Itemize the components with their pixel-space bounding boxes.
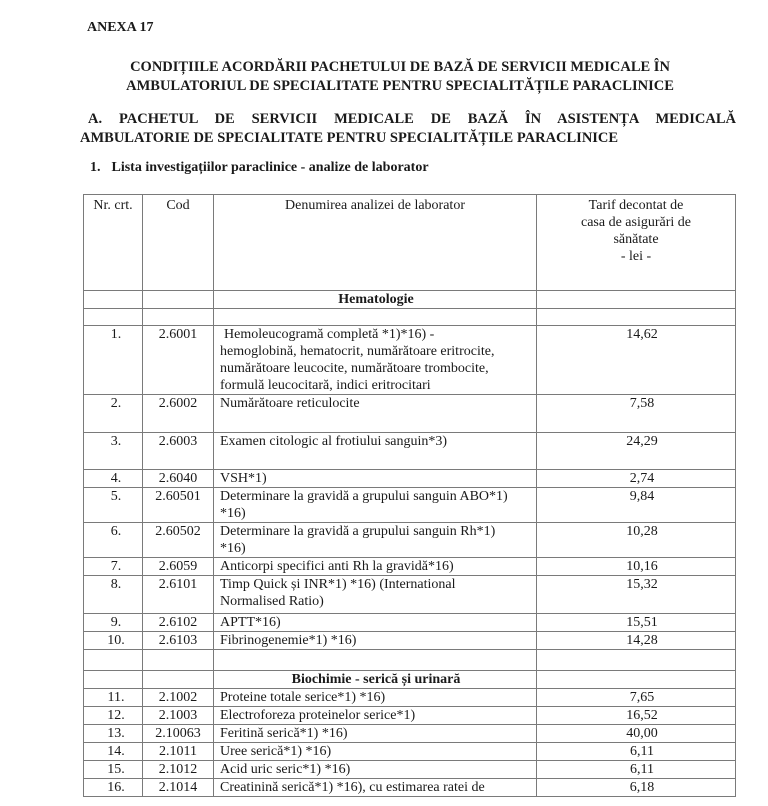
- table-row: [84, 632, 736, 650]
- row-nr: 1.: [84, 326, 143, 395]
- row-nr: 9.: [84, 614, 143, 632]
- header-cod: Cod: [143, 195, 214, 291]
- row-denumire-line: Determinare la gravidă a grupului sanguin ABO*1): [220, 489, 508, 504]
- row-tarif: 9,84: [537, 488, 736, 523]
- row-nr: 6.: [84, 523, 143, 558]
- row-denumire-line: *16): [220, 506, 246, 521]
- row-denumire-line: Hemoleucogramă completă *1)*16) -: [224, 327, 435, 342]
- row-nr: 7.: [84, 558, 143, 576]
- section-a-line: AMBULATORIE DE SPECIALITATE PENTRU SPECIALITĂȚILE PARACLINICE: [80, 130, 619, 146]
- row-nr: 13.: [84, 725, 143, 743]
- table-row: [84, 761, 736, 779]
- row-denumire-line: Electroforeza proteinelor serice*1): [220, 708, 416, 723]
- row-denumire: [214, 488, 537, 523]
- row-denumire-line: Anticorpi specifici anti Rh la gravidă*16): [220, 559, 454, 574]
- row-cod: 2.6103: [143, 632, 214, 650]
- table-row: [84, 689, 736, 707]
- table-row: [84, 395, 736, 433]
- row-denumire: [214, 326, 537, 395]
- header-denumire: Denumirea analizei de laborator: [214, 195, 537, 291]
- row-cod: 2.6101: [143, 576, 214, 614]
- row-tarif: 10,28: [537, 523, 736, 558]
- row-cod: 2.1002: [143, 689, 214, 707]
- row-tarif: 7,58: [537, 395, 736, 433]
- annex-label: ANEXA 17: [87, 20, 154, 35]
- row-denumire-line: Determinare la gravidă a grupului sanguin Rh*1): [220, 524, 496, 539]
- section-title: Biochimie - serică și urinară: [214, 671, 537, 689]
- row-cod: 2.1012: [143, 761, 214, 779]
- row-denumire-line: Fibrinogenemie*1) *16): [220, 633, 357, 648]
- section-a-line: A. PACHETUL DE SERVICII MEDICALE DE BAZĂ ÎN ASISTENȚA MEDICALĂ: [88, 111, 736, 127]
- table-row: [84, 725, 736, 743]
- row-cod: 2.1003: [143, 707, 214, 725]
- document-title: [60, 58, 740, 96]
- row-denumire-line: Proteine totale serice*1) *16): [220, 690, 386, 705]
- row-denumire: [214, 470, 537, 488]
- row-denumire: [214, 632, 537, 650]
- row-cod: 2.6002: [143, 395, 214, 433]
- row-nr: 2.: [84, 395, 143, 433]
- row-denumire-line: Examen citologic al frotiului sanguin*3): [220, 434, 448, 449]
- empty-row: [84, 309, 736, 326]
- row-denumire: [214, 761, 537, 779]
- row-tarif: 15,32: [537, 576, 736, 614]
- row-denumire: [214, 779, 537, 797]
- row-cod: 2.60502: [143, 523, 214, 558]
- row-tarif: 40,00: [537, 725, 736, 743]
- title-line: AMBULATORIUL DE SPECIALITATE PENTRU SPECIALITĂȚILE PARACLINICE: [126, 78, 674, 94]
- row-denumire: [214, 614, 537, 632]
- row-cod: 2.1011: [143, 743, 214, 761]
- header-tarif-line: - lei -: [620, 249, 652, 264]
- row-nr: 14.: [84, 743, 143, 761]
- section-row-biochimie: [84, 671, 736, 689]
- row-cod: 2.6040: [143, 470, 214, 488]
- table-row: [84, 576, 736, 614]
- row-cod: 2.6102: [143, 614, 214, 632]
- table-row: [84, 326, 736, 395]
- row-denumire-line: hemoglobină, hematocrit, numărătoare eritrocite,: [220, 344, 495, 359]
- row-tarif: 10,16: [537, 558, 736, 576]
- header-tarif-line: casa de asigurări de: [581, 215, 691, 230]
- row-tarif: 15,51: [537, 614, 736, 632]
- table-row: [84, 779, 736, 797]
- table-row: [84, 523, 736, 558]
- empty-row: [84, 650, 736, 671]
- header-tarif: [537, 195, 736, 291]
- lab-analyses-table: [83, 194, 736, 797]
- table-row: [84, 470, 736, 488]
- row-denumire-line: Feritină serică*1) *16): [220, 726, 348, 741]
- row-denumire-line: numărătoare leucocite, numărătoare trombocite,: [220, 361, 489, 376]
- header-nr: Nr. crt.: [84, 195, 143, 291]
- row-denumire-line: Normalised Ratio): [220, 594, 324, 609]
- row-tarif: 2,74: [537, 470, 736, 488]
- table-header-row: [84, 195, 736, 291]
- table-row: [84, 488, 736, 523]
- row-cod: 2.6001: [143, 326, 214, 395]
- header-tarif-line: Tarif decontat de: [588, 198, 684, 213]
- row-denumire: [214, 725, 537, 743]
- section-row-hematologie: [84, 291, 736, 309]
- row-tarif: 14,28: [537, 632, 736, 650]
- row-cod: 2.6059: [143, 558, 214, 576]
- row-tarif: 16,52: [537, 707, 736, 725]
- list-heading-text: Lista investigațiilor paraclinice - analize de laborator: [111, 160, 429, 175]
- table-row: [84, 558, 736, 576]
- row-tarif: 6,11: [537, 761, 736, 779]
- header-tarif-line: sănătate: [613, 232, 659, 247]
- table-row: [84, 433, 736, 470]
- row-cod: 2.10063: [143, 725, 214, 743]
- row-denumire-line: Timp Quick și INR*1) *16) (International: [220, 577, 456, 592]
- table-row: [84, 743, 736, 761]
- row-nr: 10.: [84, 632, 143, 650]
- row-denumire: [214, 689, 537, 707]
- row-denumire: [214, 707, 537, 725]
- row-denumire-line: Numărătoare reticulocite: [220, 396, 360, 411]
- list-heading-number: 1.: [90, 160, 101, 175]
- row-nr: 16.: [84, 779, 143, 797]
- row-nr: 5.: [84, 488, 143, 523]
- row-denumire: [214, 576, 537, 614]
- row-denumire: [214, 743, 537, 761]
- row-denumire: [214, 395, 537, 433]
- row-denumire-line: formulă leucocitară, indici eritrocitari: [220, 378, 431, 393]
- row-denumire-line: VSH*1): [220, 471, 267, 486]
- table-row: [84, 707, 736, 725]
- row-denumire-line: Acid uric seric*1) *16): [220, 762, 351, 777]
- table-row: [84, 614, 736, 632]
- row-cod: 2.1014: [143, 779, 214, 797]
- row-tarif: 6,18: [537, 779, 736, 797]
- section-a-heading: [80, 110, 736, 148]
- row-tarif: 7,65: [537, 689, 736, 707]
- row-denumire-line: APTT*16): [220, 615, 281, 630]
- row-cod: 2.60501: [143, 488, 214, 523]
- list-heading: [90, 160, 429, 176]
- row-nr: 8.: [84, 576, 143, 614]
- row-nr: 12.: [84, 707, 143, 725]
- row-denumire-line: Creatinină serică*1) *16), cu estimarea ratei de: [220, 780, 485, 795]
- row-nr: 3.: [84, 433, 143, 470]
- row-denumire: [214, 433, 537, 470]
- row-denumire-line: *16): [220, 541, 246, 556]
- section-title: Hematologie: [214, 291, 537, 309]
- row-denumire: [214, 523, 537, 558]
- row-denumire: [214, 558, 537, 576]
- row-denumire-line: Uree serică*1) *16): [220, 744, 332, 759]
- row-cod: 2.6003: [143, 433, 214, 470]
- row-tarif: 24,29: [537, 433, 736, 470]
- row-nr: 11.: [84, 689, 143, 707]
- row-tarif: 14,62: [537, 326, 736, 395]
- title-line: CONDIȚIILE ACORDĂRII PACHETULUI DE BAZĂ DE SERVICII MEDICALE ÎN: [130, 59, 670, 75]
- row-nr: 4.: [84, 470, 143, 488]
- row-nr: 15.: [84, 761, 143, 779]
- row-tarif: 6,11: [537, 743, 736, 761]
